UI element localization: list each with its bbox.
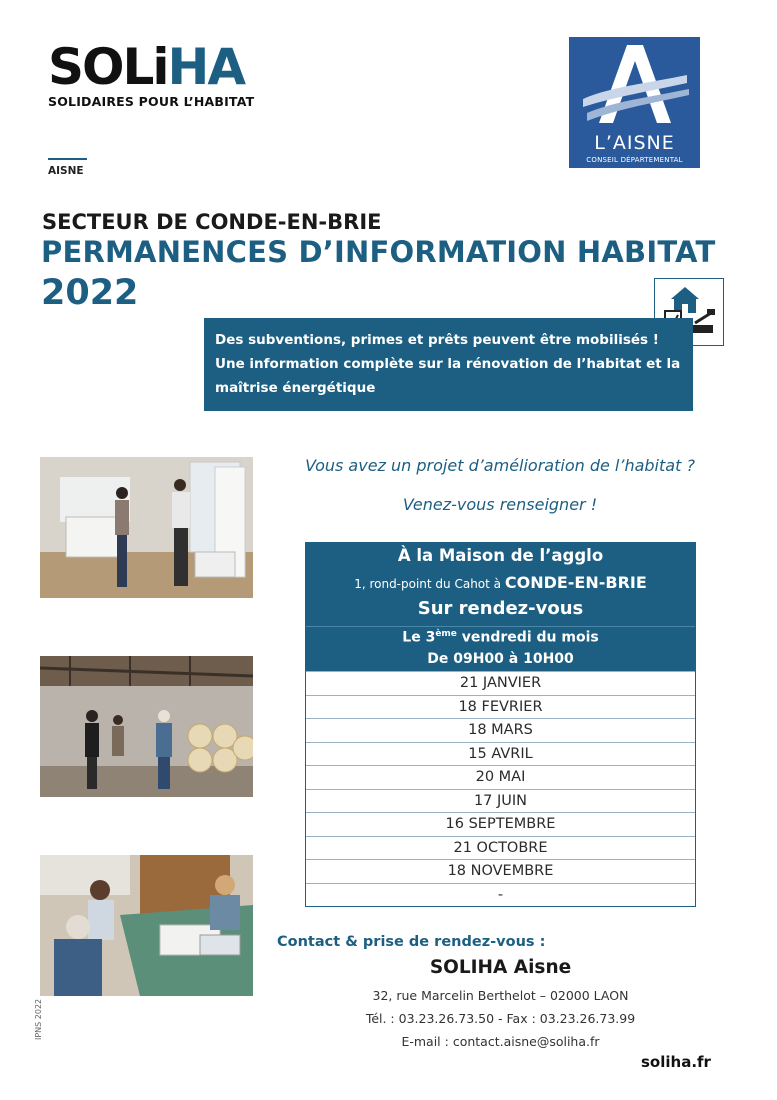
soliha-logo: SOLiHA xyxy=(48,38,245,96)
website-link[interactable]: soliha.fr xyxy=(641,1053,711,1071)
branch-label: AISNE xyxy=(48,165,84,177)
organization-name: SOLIHA Aisne xyxy=(429,957,572,978)
sector-title: SECTEUR DE CONDE-EN-BRIE xyxy=(42,210,382,234)
photo-kitchen-visit xyxy=(40,457,253,598)
venue-name: À la Maison de l’agglo xyxy=(397,546,604,565)
contact-email[interactable]: E-mail : contact.aisne@soliha.fr xyxy=(401,1034,600,1049)
logo-tagline: SOLIDAIRES POUR L’HABITAT xyxy=(48,94,255,109)
table-row: 18 FEVRIER xyxy=(306,695,695,719)
info-banner: Des subventions, primes et prêts peuvent être mobilisés ! Une information complète sur la rénovation de l’habitat et la maîtrise énergétique xyxy=(204,318,693,411)
schedule-table xyxy=(305,542,696,907)
appointment-note: Sur rendez-vous xyxy=(417,598,584,619)
dept-subtitle: CONSEIL DÉPARTEMENTAL xyxy=(586,156,683,164)
schedule-header xyxy=(306,543,695,671)
table-row: 18 MARS xyxy=(306,718,695,742)
page-title: PERMANENCES D’INFORMATION HABITAT xyxy=(41,235,716,269)
table-row: 21 OCTOBRE xyxy=(306,836,695,860)
project-question: Vous avez un projet d’amélioration de l’habitat ? xyxy=(305,456,695,475)
aisne-department-logo xyxy=(569,37,700,168)
table-row: 17 JUIN xyxy=(306,789,695,813)
contact-label: Contact & prise de rendez-vous : xyxy=(277,934,546,950)
recurrence-text: Le 3ème vendredi du mois xyxy=(402,629,599,646)
table-row: 15 AVRIL xyxy=(306,742,695,766)
table-row: 21 JANVIER xyxy=(306,671,695,695)
table-row: 20 MAI xyxy=(306,765,695,789)
dept-name: L’AISNE xyxy=(594,132,675,154)
photo-insulation-site xyxy=(40,656,253,797)
photo-office-meeting xyxy=(40,855,253,996)
year-title: 2022 xyxy=(41,273,139,313)
table-row: - xyxy=(306,883,695,907)
contact-phone[interactable]: Tél. : 03.23.26.73.50 - Fax : 03.23.26.73.99 xyxy=(365,1011,636,1026)
table-row: 16 SEPTEMBRE xyxy=(306,812,695,836)
header-divider xyxy=(306,626,695,627)
venue-address: 1, rond-point du Cahot à CONDE-EN-BRIE xyxy=(354,573,647,592)
divider xyxy=(48,158,87,160)
contact-address: 32, rue Marcelin Berthelot – 02000 LAON xyxy=(372,988,629,1003)
invite-text: Venez-vous renseigner ! xyxy=(402,495,598,514)
table-row: 18 NOVEMBRE xyxy=(306,859,695,883)
ipns-mention: IPNS 2022 xyxy=(34,998,43,1040)
hours-text: De 09H00 à 10H00 xyxy=(427,651,574,667)
